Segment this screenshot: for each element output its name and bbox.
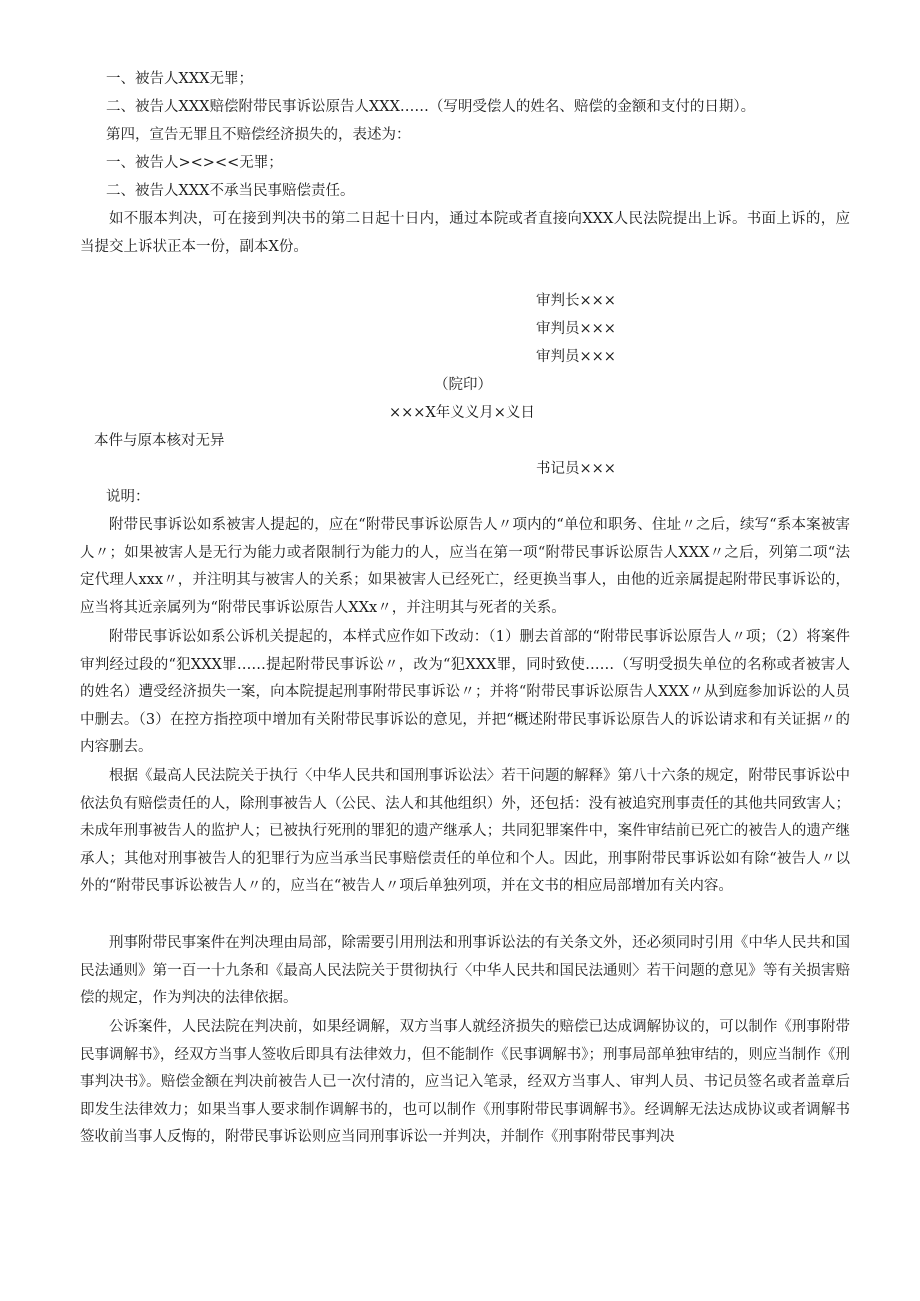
note-paragraph-4: 刑事附带民事案件在判决理由局部，除需要引用刑法和刑事诉讼法的有关条文外，还必须同时引用《中华人民共和国民法通则》第一百一十九条和《最高人民法院关于贯彻执行〈中华人民共和国民法通则〉若干问题的意见》等有关损害赔偿的规定，作为判决的法律依据。 bbox=[80, 935, 850, 1006]
judge-signature-1: 审判员××× bbox=[536, 321, 616, 337]
chief-judge-signature: 审判长××× bbox=[536, 293, 616, 309]
note-paragraph-2: 附带民事诉讼如系公诉机关提起的，本样式应作如下改动：（1）删去首部的“附带民事诉讼原告人〃项；（2）将案件审判经过段的“犯XXX罪……提起附带民事诉讼〃，改为“犯XXX罪，同时致使……（写明受损失单位的名称或者被害人的姓名）遭受经济损失一案，向本院提起刑事附带民事诉讼〃；并将“附带民事诉讼原告人XXX〃从到庭参加诉讼的人员中删去。（3）在控方指控项中增加有关附带民事诉讼的意见，并把“概述附带民事诉讼原告人的诉讼请求和有关证据〃的内容删去。 bbox=[80, 629, 850, 755]
appeal-paragraph: 如不服本判决，可在接到判决书的第二日起十日内，通过本院或者直接向XXX人民法院提出上诉。书面上诉的，应当提交上诉状正本一份，副本X份。 bbox=[80, 211, 850, 255]
verified-statement: 本件与原本核对无异 bbox=[94, 433, 225, 449]
note-paragraph-5: 公诉案件，人民法院在判决前，如果经调解，双方当事人就经济损失的赔偿已达成调解协议的，可以制作《刑事附带民事调解书》，经双方当事人签收后即具有法律效力，但不能制作《民事调解书》；刑事局部单独审结的，则应当制作《刑事判决书》。赔偿金额在判决前被告人已一次付清的，应当记入笔录，经双方当事人、审判人员、书记员签名或者盖章后即发生法律效力；如果当事人要求制作调解书的，也可以制作《刑事附带民事调解书》。经调解无法达成协议或者调解书签收前当事人反悔的，附带民事诉讼则应当同刑事诉讼一并判决，并制作《刑事附带民事判决 bbox=[80, 1019, 850, 1145]
judge-signature-2: 审判员××× bbox=[536, 349, 616, 365]
court-seal: （院印） bbox=[434, 377, 492, 393]
verdict-line-4: 二、被告人XXX不承当民事赔偿责任。 bbox=[106, 183, 355, 199]
notes-heading: 说明： bbox=[106, 489, 150, 505]
judgment-date: ×××X年义义月×义日 bbox=[389, 405, 535, 421]
note-paragraph-1: 附带民事诉讼如系被害人提起的，应在“附带民事诉讼原告人〃项内的“单位和职务、住址〃之后，续写“系本案被害人〃；如果被害人是无行为能力或者限制行为能力的人，应当在第一项“附带民事诉讼原告人XXX〃之后，列第二项“法定代理人xxx〃，并注明其与被害人的关系；如果被害人已经死亡，经更换当事人，由他的近亲属提起附带民事诉讼的，应当将其近亲属列为“附带民事诉讼原告人XXx〃，并注明其与死者的关系。 bbox=[80, 517, 850, 616]
verdict-line-1: 一、被告人XXX无罪； bbox=[106, 71, 253, 87]
clerk-signature: 书记员××× bbox=[536, 461, 616, 477]
note-paragraph-3: 根据《最高人民法院关于执行〈中华人民共和国刑事诉讼法〉若干问题的解释》第八十六条的规定，附带民事诉讼中依法负有赔偿责任的人，除刑事被告人（公民、法人和其他组织）外，还包括：没有被追究刑事责任的其他共同致害人；未成年刑事被告人的监护人；已被执行死刑的罪犯的遗产继承人；共同犯罪案件中，案件审结前已死亡的被告人的遗产继承人；其他对刑事被告人的犯罪行为应当承当民事赔偿责任的单位和个人。因此，刑事附带民事诉讼如有除“被告人〃以外的“附带民事诉讼被告人〃的，应当在“被告人〃项后单独列项，并在文书的相应局部增加有关内容。 bbox=[80, 768, 850, 894]
verdict-line-2: 二、被告人XXX赔偿附带民事诉讼原告人XXX……（写明受偿人的姓名、赔偿的金额和支付的日期）。 bbox=[106, 99, 756, 115]
verdict-line-3: 一、被告人><><<无罪； bbox=[106, 155, 283, 171]
section-four-heading: 第四，宣告无罪且不赔偿经济损失的，表述为： bbox=[106, 127, 411, 143]
